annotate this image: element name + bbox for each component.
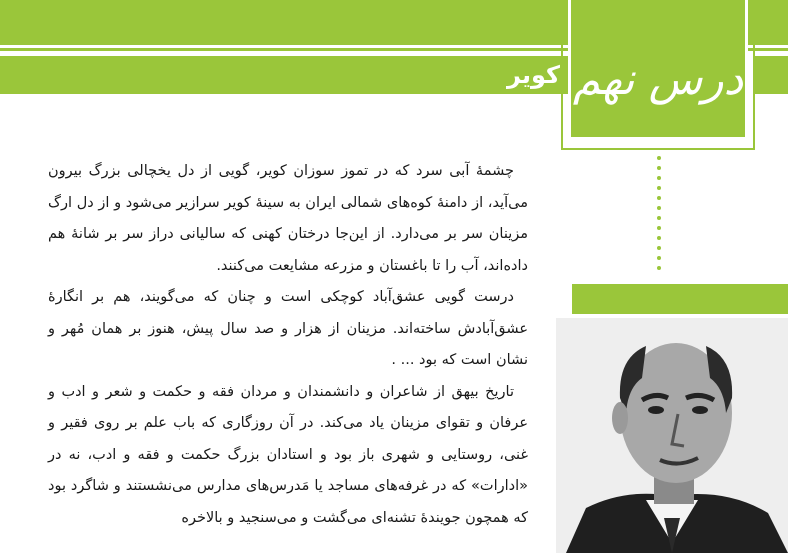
- portrait-photo: [556, 318, 788, 553]
- dotted-connector: [657, 156, 663, 282]
- portrait-illustration: [556, 318, 788, 553]
- paragraph-3: تاریخ بیهق از شاعران و دانشمندان و مردان فقه و حکمت و شعر و ادب و عرفان و تقوای مزینان یاد می‌کند. در آن روزگاری که باب علم بر روی فقیر و غنی، روستایی و شهری باز بود و استادان بزرگ حکمت و فقه و ادب، نه در «ادارات» که در غرفه‌های مساجد یا مَدرس‌های مدارس می‌نشستند و شاگرد بود که همچون جویندۀ تشنه‌ای می‌گشت و می‌سنجید و بالاخره: [48, 383, 528, 526]
- ribbon-right-strip: [755, 56, 788, 94]
- lesson-title: درس نهم: [572, 54, 744, 105]
- photo-header-bar: [572, 284, 788, 314]
- lesson-body: [48, 156, 528, 534]
- paragraph-1: چشمۀ آبی سرد که در تموز سوزان کویر، گویی از دل یخچالی بزرگ بیرون می‌آید، از دامنۀ کوه‌های شمالی ایران به سینۀ کویر سرازیر می‌شود و از دل ارگ مزینان سر بر می‌دارد. از این‌جا درختان کهنی که سالیانی دراز سر بر شانۀ هم داده‌اند، آب را تا باغستان و مزرعه مشایعت می‌کنند.: [48, 163, 528, 274]
- paragraph-2: درست گویی عشق‌آباد کوچکی است و چنان که می‌گویند، هم بر انگارۀ عشق‌آبادش ساخته‌اند. مزینان از هزار و صد سال پیش، هنوز بر همان مُهر و نشان است که بود ... .: [48, 289, 528, 368]
- lesson-subtitle: کویر: [507, 61, 560, 89]
